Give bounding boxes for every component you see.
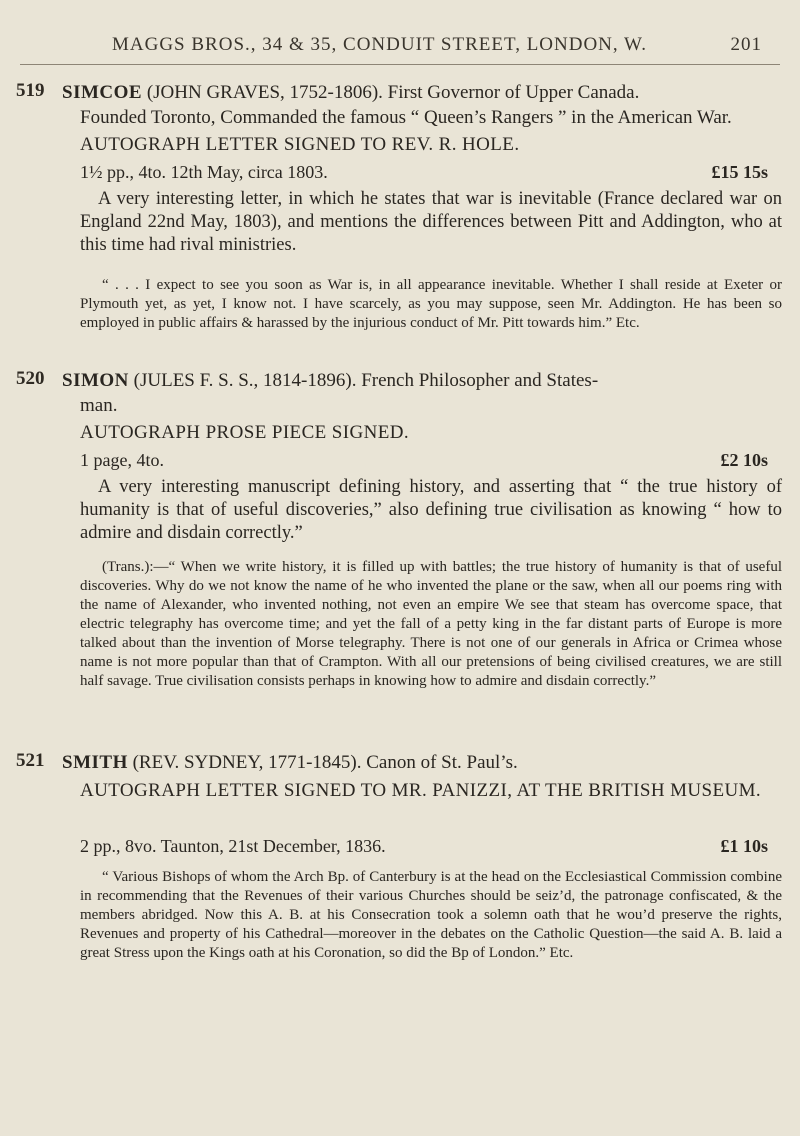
- entry-heading-rest: (JULES F. S. S., 1814-1896). French Philosopher and States-: [133, 370, 599, 391]
- item-details: [80, 834, 780, 858]
- entry-heading-rest: (REV. SYDNEY, 1771-1845). Canon of St. Paul’s.: [132, 752, 518, 773]
- running-head-text: MAGGS BROS., 34 & 35, CONDUIT STREET, LONDON, W.: [112, 34, 647, 55]
- item-commentary: A very interesting manuscript defining history, and asserting that “ the true history of humanity is that of useful discoveries,” also defining true civilisation as knowing “ how to admire and disdain correctly.”: [80, 477, 782, 543]
- entry-heading: [62, 368, 782, 418]
- item-quotation: “ . . . I expect to see you soon as War is, in all appearance inevitable. Whether I shall reside at Exeter or Plymouth yet, as yet, I know not. I have scarcely, as you may suppose, seen Mr. Addington. He has been so employed in public affairs & harassed by the injurious conduct of Mr. Pitt towards him.” Etc.: [80, 277, 782, 331]
- entry-heading: [62, 80, 782, 130]
- item-format: 1½ pp., 4to. 12th May, circa 1803.: [80, 162, 328, 182]
- item-format: 2 pp., 8vo. Taunton, 21st December, 1836.: [80, 836, 386, 856]
- item-price: £2 10s: [720, 450, 768, 470]
- lot-number: 520: [16, 368, 45, 389]
- item-description: AUTOGRAPH LETTER SIGNED TO REV. R. HOLE.: [80, 134, 520, 155]
- entry-name: SMITH: [62, 752, 128, 773]
- item-details: [80, 448, 780, 472]
- header-rule: [20, 64, 780, 65]
- lot-number: 519: [16, 80, 45, 101]
- item-details: [80, 160, 780, 184]
- entry-name: SIMON: [62, 370, 129, 391]
- item-quotation: (Trans.):—“ When we write history, it is filled up with battles; the true history of humanity is that of useful discoveries. Why do we not know the name of he who invented the plane or the saw, when all our poems ring with the name of Alexander, who invented nothing, not even an empire We see that steam has overcome space, that electric telegraphy has overcome time; and yet the fall of a petty king in the far distant parts of Europe is more talked about than the invention of Morse telegraphy. There is not one of our generals in Africa or Crimea whose name is not more popular than that of Crampton. With all our pretensions of being civilised creatures, we are still half savage. True civilisation consists perhaps in knowing how to admire and disdain correctly.”: [80, 559, 782, 689]
- entry-heading-continuation: Founded Toronto, Commanded the famous “ Queen’s Rangers ” in the American War.: [80, 107, 732, 128]
- entry-name: SIMCOE: [62, 82, 143, 103]
- item-price: £1 10s: [720, 836, 768, 856]
- entry-heading-continuation: man.: [80, 395, 118, 416]
- entry-heading: [62, 750, 782, 775]
- item-commentary: A very interesting letter, in which he states that war is inevitable (France declared war on England 22nd May, 1803), and mentions the differences between Pitt and Addington, who at this time had rival ministries.: [80, 189, 782, 255]
- lot-number: 521: [16, 750, 45, 771]
- entry-heading-rest: (JOHN GRAVES, 1752-1806). First Governor of Upper Canada.: [146, 82, 640, 103]
- item-price: £15 15s: [711, 162, 768, 182]
- item-quotation: “ Various Bishops of whom the Arch Bp. of Canterbury is at the head on the Ecclesiastical Commission combine in recommending that the Revenues of their various Churches should be seiz’d, the patronage confiscated, & the members abridged. Now this A. B. at his Consecration took a solemn oath that he wou’d preserve the rights, Revenues and property of his Cathedral—moreover in the debates on the Catholic Question—the said A. B. laid a great Stress upon the Kings oath at his Coronation, so did the Bp of London.” Etc.: [80, 869, 782, 961]
- item-description: AUTOGRAPH PROSE PIECE SIGNED.: [80, 422, 410, 443]
- item-format: 1 page, 4to.: [80, 450, 164, 470]
- page-number: 201: [730, 34, 762, 55]
- running-head: [112, 34, 762, 56]
- item-description: AUTOGRAPH LETTER SIGNED TO MR. PANIZZI, AT THE BRITISH MUSEUM.: [80, 780, 762, 801]
